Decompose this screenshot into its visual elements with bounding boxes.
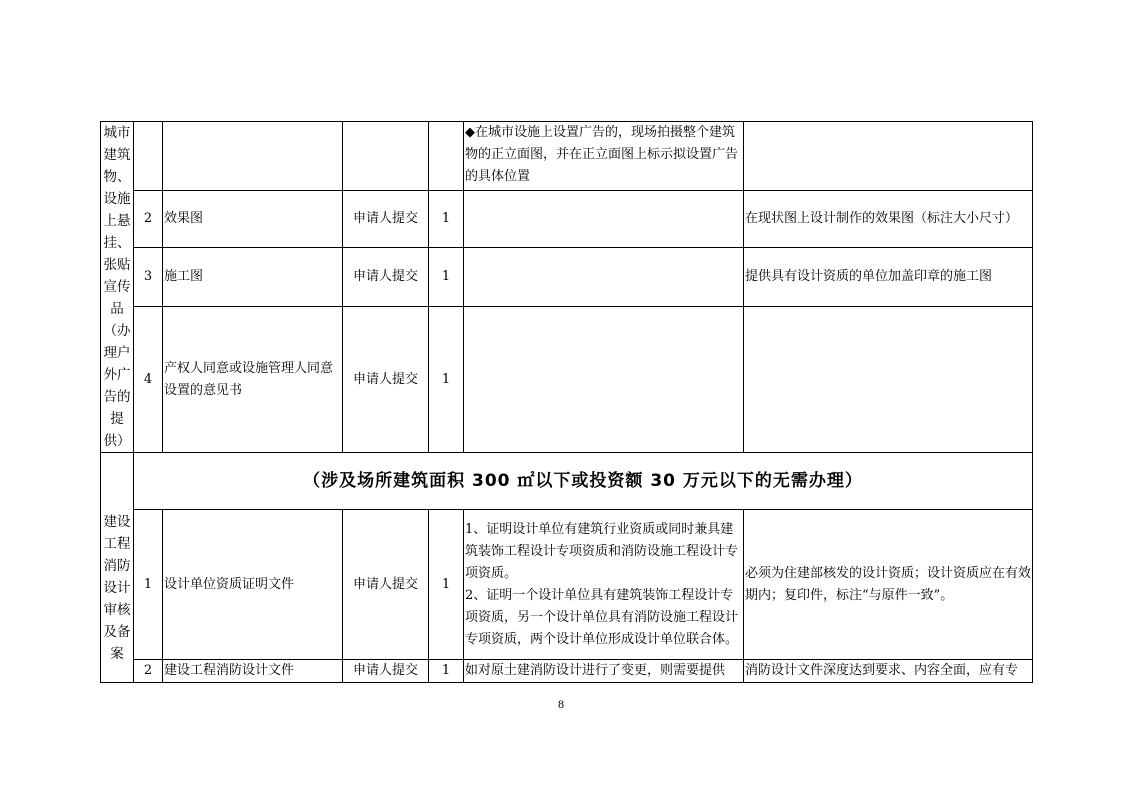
table-row bbox=[101, 453, 1033, 510]
material-quantity: 1 bbox=[429, 190, 464, 248]
row-number: 1 bbox=[134, 510, 163, 660]
row-number: 2 bbox=[134, 190, 163, 248]
table-row bbox=[101, 122, 1033, 191]
material-source bbox=[343, 122, 429, 191]
material-note: 在现状图上设计制作的效果图（标注大小尺寸） bbox=[744, 190, 1033, 248]
material-name: 施工图 bbox=[163, 248, 343, 307]
exemption-banner: （涉及场所建筑面积 300 ㎡以下或投资额 30 万元以下的无需办理） bbox=[134, 453, 1033, 510]
material-standard: ◆在城市设施上设置广告的，现场拍摄整个建筑物的正立面图，并在正立面图上标示拟设置广告的具体位置 bbox=[464, 122, 744, 191]
row-number: 4 bbox=[134, 307, 163, 453]
material-source: 申请人提交 bbox=[343, 660, 429, 683]
material-note: 消防设计文件深度达到要求、内容全面，应有专 bbox=[744, 660, 1033, 683]
material-standard: 1、证明设计单位有建筑行业资质或同时兼具建筑装饰工程设计专项资质和消防设施工程设计专项资质。 2、证明一个设计单位具有建筑装饰工程设计专项资质，另一个设计单位具有消防设施工程设计专项资质，两个设计单位形成设计单位联合体。 bbox=[464, 510, 744, 660]
material-quantity: 1 bbox=[429, 248, 464, 307]
table-row bbox=[101, 190, 1033, 248]
material-standard bbox=[464, 190, 744, 248]
table-row bbox=[101, 660, 1033, 683]
material-note: 提供具有设计资质的单位加盖印章的施工图 bbox=[744, 248, 1033, 307]
material-standard: 如对原土建消防设计进行了变更，则需要提供 bbox=[464, 660, 744, 683]
material-source: 申请人提交 bbox=[343, 190, 429, 248]
material-name: 产权人同意或设施管理人同意设置的意见书 bbox=[163, 307, 343, 453]
material-source: 申请人提交 bbox=[343, 510, 429, 660]
material-quantity: 1 bbox=[429, 510, 464, 660]
material-quantity bbox=[429, 122, 464, 191]
row-number: 2 bbox=[134, 660, 163, 683]
table-row bbox=[101, 248, 1033, 307]
row-number bbox=[134, 122, 163, 191]
material-name bbox=[163, 122, 343, 191]
material-note bbox=[744, 122, 1033, 191]
material-standard bbox=[464, 307, 744, 453]
material-source: 申请人提交 bbox=[343, 248, 429, 307]
material-note: 必须为住建部核发的设计资质；设计资质应在有效期内；复印件，标注“与原件一致”。 bbox=[744, 510, 1033, 660]
material-quantity: 1 bbox=[429, 660, 464, 683]
material-note bbox=[744, 307, 1033, 453]
category-cell: 建设 工程 消防 设计 审核 及备 案 bbox=[101, 453, 134, 683]
category-cell: 城市 建筑 物、 设施 上悬 挂、 张贴 宣传 品 （办 理户 外广 告的 提 供） bbox=[101, 122, 134, 453]
material-source: 申请人提交 bbox=[343, 307, 429, 453]
table-row bbox=[101, 510, 1033, 660]
row-number: 3 bbox=[134, 248, 163, 307]
material-name: 建设工程消防设计文件 bbox=[163, 660, 343, 683]
materials-table bbox=[100, 121, 1033, 683]
material-name: 设计单位资质证明文件 bbox=[163, 510, 343, 660]
material-standard bbox=[464, 248, 744, 307]
material-name: 效果图 bbox=[163, 190, 343, 248]
page-number: 8 bbox=[558, 697, 564, 711]
material-quantity: 1 bbox=[429, 307, 464, 453]
table-row bbox=[101, 307, 1033, 453]
